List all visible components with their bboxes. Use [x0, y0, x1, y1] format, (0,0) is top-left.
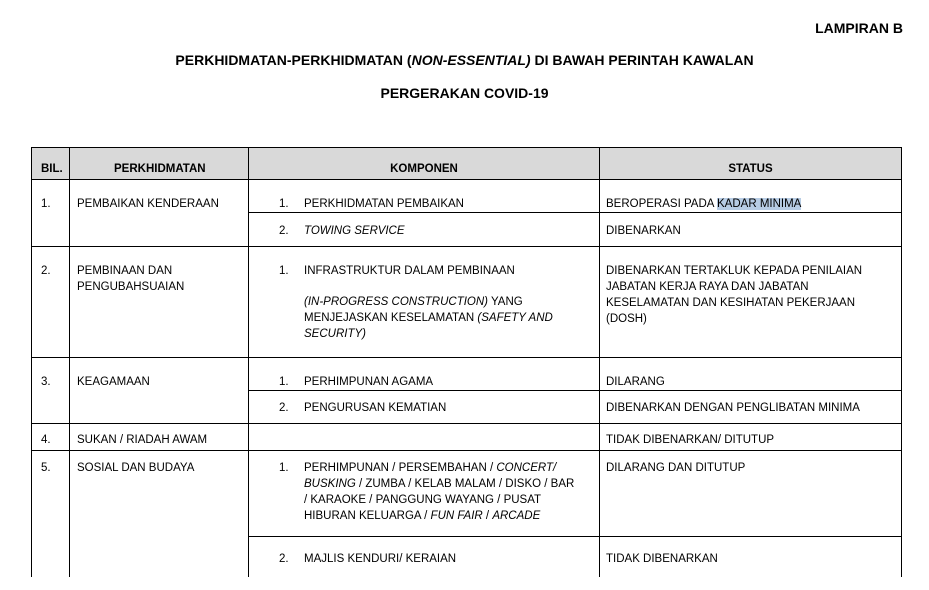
header-status: STATUS [600, 148, 902, 180]
row-number: 5. [32, 451, 70, 577]
document-subtitle: PERGERAKAN COVID-19 [380, 85, 549, 101]
table-header [32, 148, 902, 180]
highlighted-text: KADAR MINIMA [717, 198, 802, 210]
status-cell: TIDAK DIBENARKAN/ DITUTUP [600, 424, 902, 451]
service-name: PEMBINAAN DAN PENGUBAHSUAIAN [70, 247, 249, 358]
status-cell: TIDAK DIBENARKAN [600, 537, 902, 577]
service-name: PEMBAIKAN KENDERAAN [70, 180, 249, 247]
table-row [32, 358, 902, 391]
services-table [31, 147, 902, 577]
header-perkhidmatan: PERKHIDMATAN [70, 148, 249, 180]
component-item: 1. PERHIMPUNAN AGAMA [249, 358, 600, 391]
status-cell: DIBENARKAN TERTAKLUK KEPADA PENILAIAN JABATAN KERJA RAYA DAN JABATAN KESELAMATAN DAN KESIHATAN PEKERJAAN (DOSH) [600, 247, 902, 358]
component-item: 2. PENGURUSAN KEMATIAN [249, 391, 600, 424]
status-cell: DILARANG [600, 358, 902, 391]
component-item: 1. PERKHIDMATAN PEMBAIKAN [249, 180, 600, 213]
header-bil: BIL. [32, 148, 70, 180]
row-number: 1. [32, 180, 70, 247]
row-number: 2. [32, 247, 70, 358]
table-row [32, 424, 902, 451]
status-cell: BEROPERASI PADA KADAR MINIMA [600, 180, 902, 213]
service-name: KEAGAMAAN [70, 358, 249, 424]
document-title: PERKHIDMATAN-PERKHIDMATAN (NON-ESSENTIAL) DI BAWAH PERINTAH KAWALAN [175, 52, 754, 68]
table-row [32, 451, 902, 537]
service-name: SUKAN / RIADAH AWAM [70, 424, 249, 451]
appendix-label: LAMPIRAN B [815, 20, 903, 36]
service-name: SOSIAL DAN BUDAYA [70, 451, 249, 577]
header-komponen: KOMPONEN [249, 148, 600, 180]
table-row [32, 180, 902, 213]
component-item: 1. PERHIMPUNAN / PERSEMBAHAN / CONCERT/ BUSKING / ZUMBA / KELAB MALAM / DISKO / BAR / KARAOKE / PANGGUNG WAYANG / PUSAT HIBURAN KELUARGA / FUN FAIR / ARCADE [249, 451, 600, 537]
component-item [249, 424, 600, 451]
component-item: 2. TOWING SERVICE [249, 213, 600, 247]
table-row [32, 247, 902, 358]
status-cell: DIBENARKAN DENGAN PENGLIBATAN MINIMA [600, 391, 902, 424]
row-number: 3. [32, 358, 70, 424]
status-cell: DIBENARKAN [600, 213, 902, 247]
component-item: 1. INFRASTRUKTUR DALAM PEMBINAAN (IN-PROGRESS CONSTRUCTION) YANG MENJEJASKAN KESELAMATAN (SAFETY AND SECURITY) [249, 247, 600, 358]
row-number: 4. [32, 424, 70, 451]
status-cell: DILARANG DAN DITUTUP [600, 451, 902, 537]
component-item: 2. MAJLIS KENDURI/ KERAIAN [249, 537, 600, 577]
